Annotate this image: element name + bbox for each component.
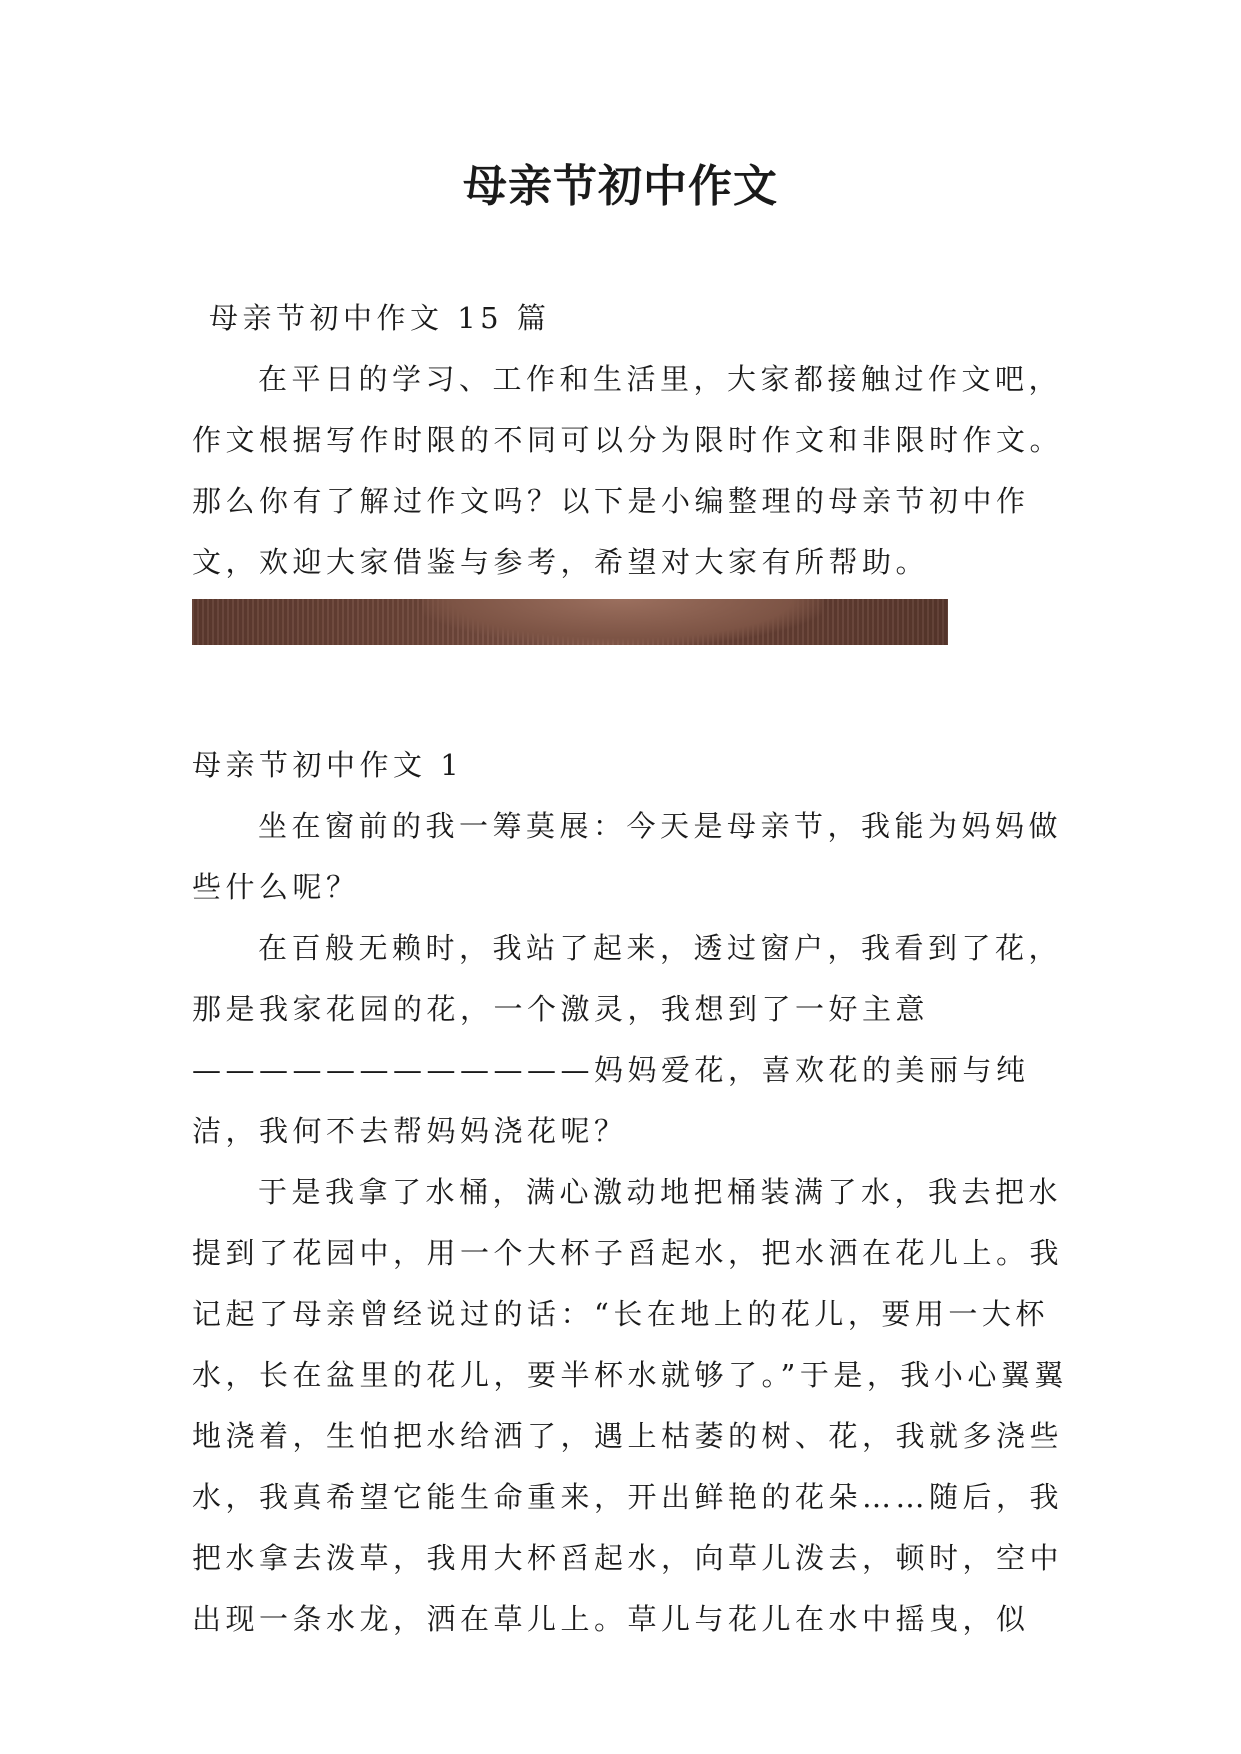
document-subtitle: 母亲节初中作文 15 篇 — [209, 301, 551, 335]
section-heading: 母亲节初中作文 1 — [192, 748, 464, 782]
intro-paragraph: 在平日的学习、工作和生活里，大家都接触过作文吧，作文根据写作时限的不同可以分为限时作文和非限时作文。那么你有了解过作文吗？以下是小编整理的母亲节初中作文，欢迎大家借鉴与参考，希望对大家有所帮助。 — [192, 362, 1064, 579]
body-paragraph: 在百般无赖时，我站了起来，透过窗户，我看到了花，那是我家花园的花，一个激灵，我想到了一好主意————————————妈妈爱花，喜欢花的美丽与纯洁，我何不去帮妈妈浇花呢？ — [192, 931, 1063, 1148]
page-title: 母亲节初中作文 — [463, 161, 778, 212]
document-body — [192, 288, 1072, 1650]
body-paragraph: 坐在窗前的我一筹莫展：今天是母亲节，我能为妈妈做些什么呢？ — [192, 809, 1063, 904]
article-photo — [192, 599, 948, 645]
body-paragraph: 于是我拿了水桶，满心激动地把桶装满了水，我去把水提到了花园中，用一个大杯子舀起水，把水洒在花儿上。我记起了母亲曾经说过的话：“长在地上的花儿，要用一大杯水，长在盆里的花儿，要半杯水就够了。”于是，我小心翼翼地浇着，生怕把水给洒了，遇上枯萎的树、花，我就多浇些水，我真希望它能生命重来，开出鲜艳的花朵……随后，我把水拿去泼草，我用大杯舀起水，向草儿泼去，顿时，空中出现一条水龙，洒在草儿上。草儿与花儿在水中摇曳，似 — [192, 1175, 1068, 1636]
